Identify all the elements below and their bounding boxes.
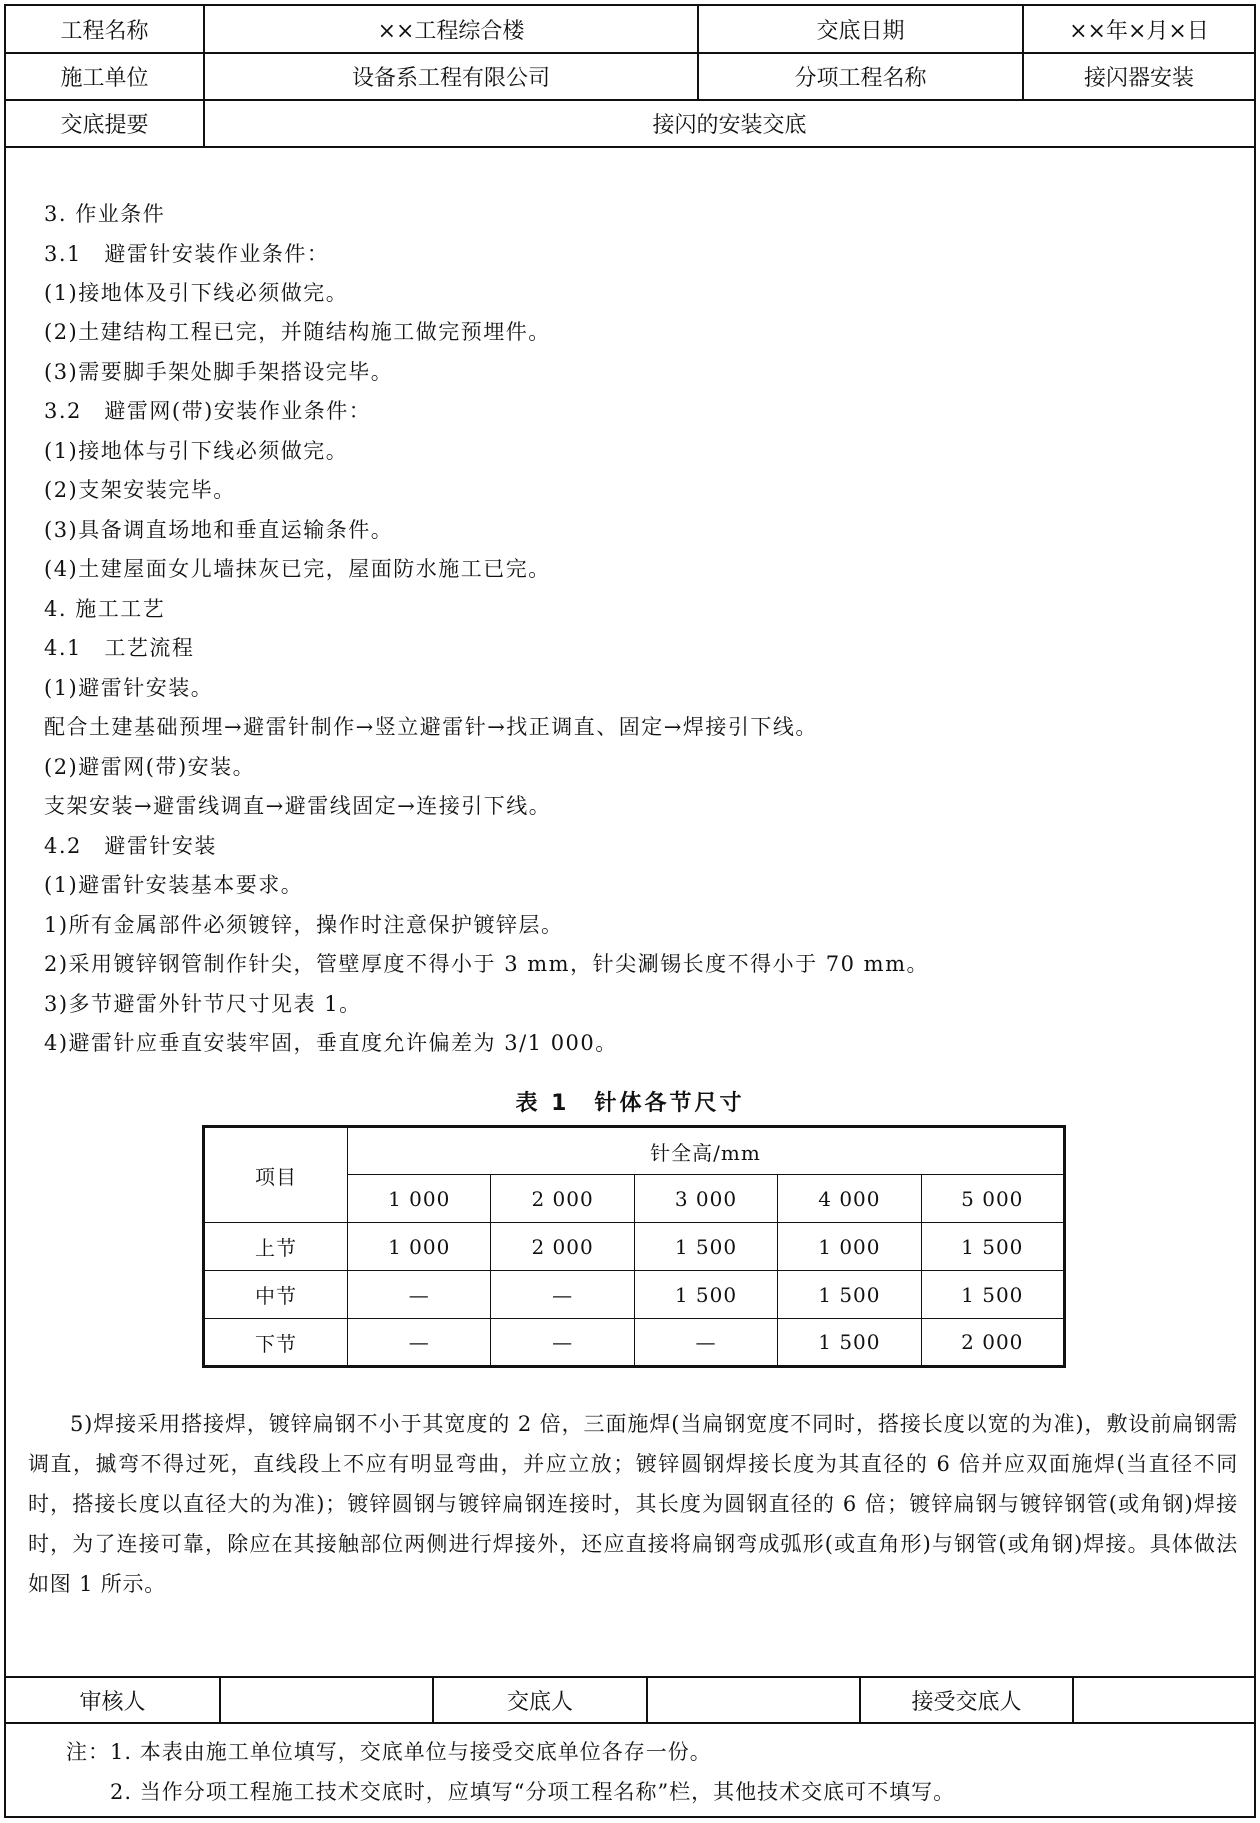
discloser-signature-field[interactable] (646, 1678, 859, 1722)
table-cell: 1 000 (348, 1223, 491, 1271)
content-line: (1)避雷针安装基本要求。 (44, 873, 304, 897)
content-line: 3.1 避雷针安装作业条件： (44, 242, 330, 266)
table-cell: 1 500 (778, 1319, 921, 1367)
table-row (204, 1319, 1065, 1367)
table-row (204, 1271, 1065, 1319)
disclosure-date-value: ××年×月×日 (1022, 6, 1254, 52)
content-line: 4. 施工工艺 (44, 597, 166, 621)
table-header-cell: 3 000 (634, 1175, 777, 1223)
content-line: (1)接地体及引下线必须做完。 (44, 281, 349, 305)
construction-unit-label: 施工单位 (60, 66, 149, 91)
content-line: 4)避雷针应垂直安装牢固，垂直度允许偏差为 3/1 000。 (44, 1031, 618, 1055)
summary-label: 交底提要 (60, 113, 149, 138)
receiver-signature-field[interactable] (1072, 1678, 1254, 1722)
content-line: 4.1 工艺流程 (44, 636, 195, 660)
content-line: 2)采用镀锌钢管制作针尖，管壁厚度不得小于 3 mm，针尖涮锡长度不得小于 70 mm。 (44, 952, 929, 976)
table-cell: 1 000 (778, 1223, 921, 1271)
reviewer-signature-field[interactable] (219, 1678, 432, 1722)
content-line: (4)土建屋面女儿墙抹灰已完，屋面防水施工已完。 (44, 557, 551, 581)
reviewer-label: 审核人 (79, 1689, 146, 1715)
table-row-header: 项目 (204, 1127, 348, 1223)
signature-row (6, 1676, 1254, 1724)
header-row-summary (6, 101, 1254, 148)
needle-section-table (202, 1125, 1066, 1368)
content-line: (2)土建结构工程已完，并随结构施工做完预埋件。 (44, 320, 551, 344)
table-cell: — (491, 1319, 634, 1367)
content-line: (2)避雷网(带)安装。 (44, 755, 256, 779)
table-header-cell: 4 000 (778, 1175, 921, 1223)
content-line: 支架安装→避雷线调直→避雷线固定→连接引下线。 (44, 794, 552, 818)
table-cell: 1 500 (921, 1271, 1064, 1319)
table-header-cell: 1 000 (348, 1175, 491, 1223)
content-line: (3)具备调直场地和垂直运输条件。 (44, 518, 394, 542)
header-row-project (6, 6, 1254, 54)
project-name-value: ××工程综合楼 (203, 6, 697, 52)
table-row (204, 1223, 1065, 1271)
construction-unit-value: 设备系工程有限公司 (203, 54, 697, 99)
disclosure-form (4, 4, 1256, 1818)
content-line: 3. 作业条件 (44, 202, 166, 226)
welding-paragraph: 5)焊接采用搭接焊，镀锌扁钢不小于其宽度的 2 倍，三面施焊(当扁钢宽度不同时，搭接长度以宽的为准)，敷设前扁钢需调直，摵弯不得过死，直线段上不应有明显弯曲，并应立放；镀锌圆钢焊接长度为其直径的 6 倍并应双面施焊(当直径不同时，搭接长度以直径大的为准)；镀锌圆钢与镀锌扁钢连接时，其长度为圆钢直径的 6 倍；镀锌扁钢与镀锌钢管(或角钢)焊接时，为了连接可靠，除应在其接触部位两侧进行焊接外，还应直接将扁钢弯成弧形(或直角形)与钢管(或角钢)焊接。具体做法如图 1 所示。 (28, 1412, 1238, 1596)
discloser-label: 交底人 (432, 1678, 646, 1722)
table-cell: — (348, 1271, 491, 1319)
table-row-label: 下节 (204, 1319, 348, 1367)
table-cell: 1 500 (921, 1223, 1064, 1271)
subitem-name-value: 接闪器安装 (1022, 54, 1254, 99)
table-cell: — (491, 1271, 634, 1319)
note-line: 注：1. 本表由施工单位填写，交底单位与接受交底单位各存一份。 (66, 1740, 712, 1764)
note-line: 2. 当作分项工程施工技术交底时，应填写“分项工程名称”栏，其他技术交底可不填写。 (110, 1780, 956, 1804)
form-notes (6, 1724, 1254, 1816)
content-line: 配合土建基础预埋→避雷针制作→竖立避雷针→找正调直、固定→焊接引下线。 (44, 715, 818, 739)
table-cell: — (634, 1319, 777, 1367)
table-row-label: 中节 (204, 1271, 348, 1319)
table-cell: 1 500 (634, 1223, 777, 1271)
table-cell: 1 500 (778, 1271, 921, 1319)
table-caption: 表 1 针体各节尺寸 (515, 1091, 745, 1116)
project-name-label: 工程名称 (60, 18, 149, 44)
table-row-label: 上节 (204, 1223, 348, 1271)
header-row-unit (6, 54, 1254, 101)
content-line: (1)接地体与引下线必须做完。 (44, 439, 349, 463)
table-cell: — (348, 1319, 491, 1367)
disclosure-date-label: 交底日期 (697, 6, 1022, 52)
table-cell: 2 000 (491, 1223, 634, 1271)
table-header-cell: 5 000 (921, 1175, 1064, 1223)
content-line: 1)所有金属部件必须镀锌，操作时注意保护镀锌层。 (44, 913, 564, 937)
content-line: 4.2 避雷针安装 (44, 834, 217, 858)
content-line: (2)支架安装完毕。 (44, 478, 236, 502)
table-cell: 1 500 (634, 1271, 777, 1319)
table-cell: 2 000 (921, 1319, 1064, 1367)
table-header-cell: 2 000 (491, 1175, 634, 1223)
content-line: 3.2 避雷网(带)安装作业条件： (44, 399, 372, 423)
summary-value: 接闪的安装交底 (203, 101, 1254, 146)
table-group-header: 针全高/mm (348, 1127, 1065, 1175)
receiver-label: 接受交底人 (859, 1678, 1072, 1722)
content-line: (1)避雷针安装。 (44, 676, 214, 700)
subitem-name-label: 分项工程名称 (697, 54, 1022, 99)
content-line: (3)需要脚手架处脚手架搭设完毕。 (44, 360, 394, 384)
content-line: 3)多节避雷外针节尺寸见表 1。 (44, 992, 362, 1016)
